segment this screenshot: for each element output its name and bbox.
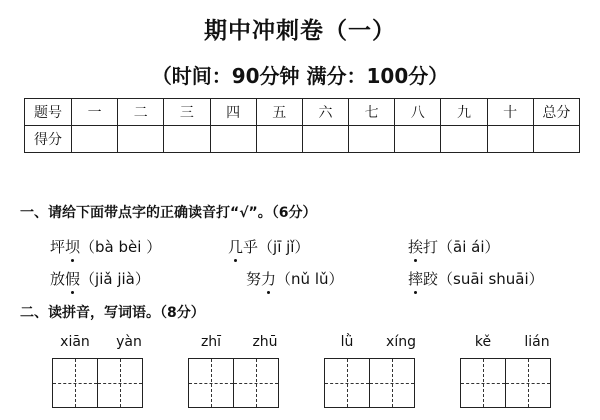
pinyin: xíng <box>386 334 416 350</box>
pinyin: lǜ <box>340 334 354 350</box>
pinyin: yàn <box>116 334 142 350</box>
score-cell[interactable] <box>487 126 533 153</box>
pinyin: zhī <box>200 334 222 350</box>
section1-heading: 一、请给下面带点字的正确读音打“√”。（6分） <box>20 205 317 221</box>
pinyin-options[interactable]: （jī jǐ） <box>258 238 310 256</box>
writing-box[interactable] <box>369 358 415 408</box>
table-row <box>25 126 580 153</box>
reading-item: 几乎（jī jǐ） <box>228 238 310 256</box>
score-cell[interactable] <box>302 126 348 153</box>
pinyin-options[interactable]: （suāi shuāi） <box>438 270 544 288</box>
writing-box[interactable] <box>97 358 143 408</box>
column-header: 六 <box>302 99 348 126</box>
column-header: 九 <box>441 99 487 126</box>
column-header: 四 <box>210 99 256 126</box>
exam-info: （时间：90分钟 满分：100分） <box>151 64 449 88</box>
dotted-char: 假 <box>65 270 81 288</box>
column-header: 五 <box>256 99 302 126</box>
score-cell[interactable] <box>395 126 441 153</box>
score-table <box>24 98 580 153</box>
pinyin-options[interactable]: （jiǎ jià） <box>80 270 150 288</box>
score-cell[interactable] <box>533 126 579 153</box>
column-header: 十 <box>487 99 533 126</box>
writing-box[interactable] <box>52 358 98 408</box>
table-row <box>25 99 580 126</box>
column-header: 三 <box>164 99 210 126</box>
pinyin: xiān <box>60 334 90 350</box>
section2-heading: 二、读拼音，写词语。（8分） <box>20 305 205 321</box>
reading-item: 努力（nǔ lǔ） <box>246 270 344 288</box>
dotted-char: 坝 <box>65 238 81 256</box>
dotted-char: 挨 <box>408 238 424 256</box>
score-cell[interactable] <box>441 126 487 153</box>
dotted-char: 力 <box>261 270 277 288</box>
score-cell[interactable] <box>210 126 256 153</box>
reading-item: 挨打（āi ái） <box>408 238 500 256</box>
writing-box[interactable] <box>460 358 506 408</box>
pinyin: lián <box>524 334 550 350</box>
column-header: 七 <box>349 99 395 126</box>
pinyin: kě <box>474 334 492 350</box>
score-cell[interactable] <box>118 126 164 153</box>
writing-box[interactable] <box>324 358 370 408</box>
reading-item: 坪坝（bà bèi ） <box>50 238 162 256</box>
score-cell[interactable] <box>164 126 210 153</box>
pinyin-options[interactable]: （āi ái） <box>438 238 500 256</box>
writing-box[interactable] <box>505 358 551 408</box>
pinyin-options[interactable]: （nǔ lǔ） <box>276 270 344 288</box>
page-title: 期中冲刺卷（一） <box>204 18 396 44</box>
score-cell[interactable] <box>72 126 118 153</box>
pinyin: zhū <box>252 334 278 350</box>
reading-item: 放假（jiǎ jià） <box>50 270 150 288</box>
dotted-char: 摔 <box>408 270 424 288</box>
writing-box[interactable] <box>188 358 234 408</box>
column-header: 八 <box>395 99 441 126</box>
score-cell[interactable] <box>256 126 302 153</box>
row-label: 题号 <box>25 99 72 126</box>
reading-item: 摔跤（suāi shuāi） <box>408 270 544 288</box>
column-header: 一 <box>72 99 118 126</box>
row-label: 得分 <box>25 126 72 153</box>
score-cell[interactable] <box>349 126 395 153</box>
column-header: 总分 <box>533 99 579 126</box>
writing-box[interactable] <box>233 358 279 408</box>
dotted-char: 几 <box>228 238 244 256</box>
column-header: 二 <box>118 99 164 126</box>
pinyin-options[interactable]: （bà bèi ） <box>80 238 162 256</box>
